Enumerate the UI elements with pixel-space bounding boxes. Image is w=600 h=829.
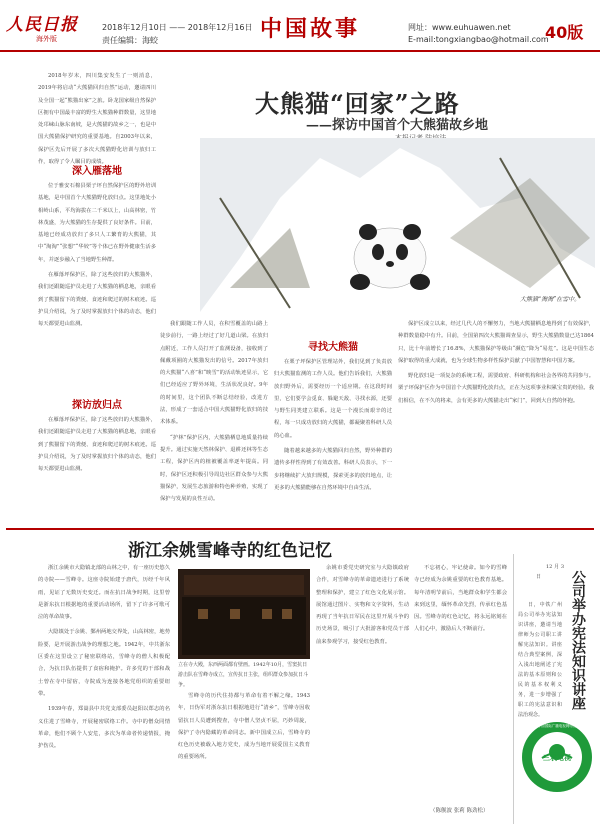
sidebar-date: 12月3日 — [536, 564, 564, 580]
article1-column-4: 保护区成立以来，经过几代人的不懈努力，当地大熊猫栖息地得到了有效保护，种群数量稳中有升。目前，全国第四次大熊猫调查显示，野生大熊猫数量已达1864只，比十年前增长了16.8%，大熊猫保护等级由“濒危”降为“易危”。这是中国生态保护取得的重大成就，也为全球生物多样性保护贡献了中国智慧和中国方案。 野化放归是一项复杂的系统工程，需要政府、科研机构和社会各界的共同参与。栗子坪保护区作为中国首个大熊猫野化放归点，正在为这项事业积累宝贵的经验。我们相信，在不久的将来，会有更多的大熊猫走出“家门”，回到大自然的怀抱。 — [398, 321, 594, 404]
article2-signoff: （陈舰波 张莉 陈劲松） — [430, 808, 489, 814]
article2-column-2: 雪峰寺的历代住持都与革命有着不解之缘。1943年，日伪军对浙东抗日根据地进行“清乡”，雪峰寺因收留抗日人员遭到搜查，寺中僧人坚贞不屈，巧妙周旋，保护了寺内隐藏的革命同志。新中国成立后，雪峰寺的红色历史被载入地方党史，成为当地开展爱国主义教育的重要场所。 — [178, 693, 310, 761]
sidebar-title: 公司举办宪法知识讲座 — [570, 570, 586, 710]
logo-center-text: 三农电视 — [543, 754, 571, 762]
section-divider — [6, 528, 594, 530]
article1-intro: 2018年岁末，四川集安发生了一则消息，2019年将启动“大熊猫回归自然”运动，邀请四川及全国一起“熊猫出家”之旅。卧龙国家级自然保护区拥有中国最丰富的野生大熊猫种群数量，这里地处邛崃山脉东南坡，是大熊猫的故乡之一，也是中国大熊猫保护研究的重要基地。自2003年以来，保护区先后开展了多次大熊猫野化培训与放归工作，取得了令人瞩目的成绩。 — [38, 73, 156, 166]
article1-column-2: 我们跟随工作人员，在积雪覆盖的山路上徒步前行，一路上经过了好几道山梁。在放归点附近，工作人员打开了监测设备，接收到了佩戴项圈的大熊猫发出的信号。2017年放归的大熊猫“八喜”和“映雪”的活动轨迹显示，它们已经适应了野外环境，生活状况良好。9年的时间里，这个团队不断总结经验，改进方法，形成了一套适合中国大熊猫野化放归的技术体系。 “护林”保护区内，大熊猫栖息地质量持续提升。通过实施天然林保护、退耕还林等生态工程，保护区内的植被覆盖率逐年提高。同时，保护区还积极引导周边社区群众参与大熊猫保护，发展生态旅游和特色种养殖，实现了保护与发展的良性互动。 — [160, 321, 268, 503]
masthead-logo: 人民日报 — [6, 15, 78, 35]
panda-photo — [200, 138, 595, 312]
masthead-edition: 海外版 — [36, 35, 57, 43]
temple-photo — [178, 569, 310, 659]
issue-date: 2018年12月10日 —— 2018年12月16日 — [102, 23, 253, 32]
panda-photo-caption: 大熊猫“淘淘”在雪中。 — [520, 296, 581, 303]
editor-credit: 责任编辑：海蛟 — [102, 36, 158, 45]
article2-title: 浙江余姚雪峰寺的红色记忆 — [128, 541, 332, 561]
logo-ring-text: 中国国际广播电视网络台 — [537, 724, 577, 728]
logo-bottom-text: CIBN — [548, 776, 566, 783]
sidebar-text: 日，中铁广州局公司举办宪法知识讲座，邀请当地律师为公司职工讲解宪法知识。讲座结合典型案例，深入浅出地阐述了宪法的基本原则和公民的基本权利义务，进一步增强了职工的宪法意识和法治观念。 — [518, 602, 562, 718]
email-link[interactable]: E-mail:tongxiangbao@hotmail.com — [408, 35, 549, 44]
article2-column-1: 浙江余姚市大隐镇北部的山林之中，有一座历史悠久的寺院——雪峰寺。这座寺院始建于唐代，历经千年风雨，见证了无数历史变迁。而在抗日战争时期，这里曾是浙东抗日根据地的重要活动场所，留下了许多可歌可泣的革命故事。 大隐镇处于余姚、鄞州两地交界处，山高林密，地势险要，是开展游击战争的理想之地。1942年，中共浙东区委在这里设立了秘密联络站，雪峰寺的僧人积极配合，为抗日队伍提供了食宿和掩护。许多党的干部和战士曾在寺中留宿，寺院成为连接各地党组织的重要纽带。 1939年春，郑嵩县中共党支部委员赵阳以郑志的名义住进了雪峰寺，开展秘密联络工作。寺中的僧众同情革命，他们不顾个人安危，多次为革命者传递情报，掩护伤员。 — [38, 565, 170, 750]
article1-column-1b: 在雁落坪保护区，除了这些放归的大熊猫外，我们还跟随巡护员走进了大熊猫的栖息地，亲眼看到了熊猫留下的粪便、食迹和爬过的树木痕迹。巡护员介绍说，为了及时掌握放归个体的动态，他们每天都要进山监测。 — [38, 417, 156, 473]
article2-column-4: 不忘初心，牢记使命。如今的雪峰寺已经成为余姚重要的红色教育基地。每年清明节前后，当地群众和学生都会来到这里，缅怀革命先烈，传承红色基因。雪峰寺的红色记忆，将永远铭刻在人们心中，激励后人不断前行。 — [414, 565, 507, 633]
article1-title: 大熊猫“回家”之路 — [255, 89, 460, 118]
article1-subhead-1: 深入雁落地 — [72, 166, 122, 177]
article2-column-3: 余姚市委党史研究室与大隐镇政府合作，对雪峰寺的革命遗迹进行了系统整理和保护，建立了红色文化展示馆。展馆通过图片、实物和文字资料，生动再现了当年抗日军民在这里开展斗争的历史场景，吸引了大批游客和党员干部前来参观学习，接受红色教育。 — [316, 565, 409, 645]
article1-subtitle: ——探访中国首个大熊猫故乡地 — [306, 118, 489, 133]
article1-column-3: 在栗子坪保护区管理站外，我们见到了负责放归大熊猫监测的工作人员。他们告诉我们，大熊猫放归野外后，需要经历一个适应期。在这段时间里，它们要学会觅食、躲避天敌、寻找水源，还要与野生同类建立联系。这是一个漫长而艰辛的过程，每一只成功放归的大熊猫，都凝聚着科研人员的心血。 随着越来越多的大熊猫回归自然，野外种群的遗传多样性得到了有效改善。科研人员表示，下一步将继续扩大放归规模，探索更多的放归地点，让更多的大熊猫能够在自然环境中自由生活。 — [274, 359, 392, 491]
temple-photo-caption: 立在寺大殿，东西两面都有壁画。1942年10月，雪窦抗日游击队在雪峰寺成立，宣传抗日主张，组织群众参加抗日斗争。 — [178, 662, 309, 688]
article1-subhead-2: 探访放归点 — [72, 400, 122, 411]
section-title: 中国故事 — [260, 16, 361, 42]
website-link[interactable]: 网址：www.euhuawen.net — [408, 23, 511, 32]
article1-subhead-3: 寻找大熊猫 — [308, 342, 358, 353]
article1-column-1: 位于雅安石棉县栗子坪自然保护区的野外培训基地，是中国首个大熊猫野化放归点。这里地处小相岭山系，平均海拔在二千米以上，山高林密，竹林茂盛，为大熊猫的生存提供了良好条件。目前，基地已经成功放归了多只人工繁育的大熊猫，其中“淘淘”“张想”“华姣”等个体已在野外健康生活多年，并逐步融入了当地野生种群。 在雁落坪保护区，除了这些放归的大熊猫外，我们还跟随巡护员走进了大熊猫的栖息地，亲眼看到了熊猫留下的粪便、食迹和爬过的树木痕迹。巡护员介绍说，为了及时掌握放归个体的动态，他们每天都要进山监测。 — [38, 183, 156, 328]
page-number: 40版 — [545, 23, 584, 42]
